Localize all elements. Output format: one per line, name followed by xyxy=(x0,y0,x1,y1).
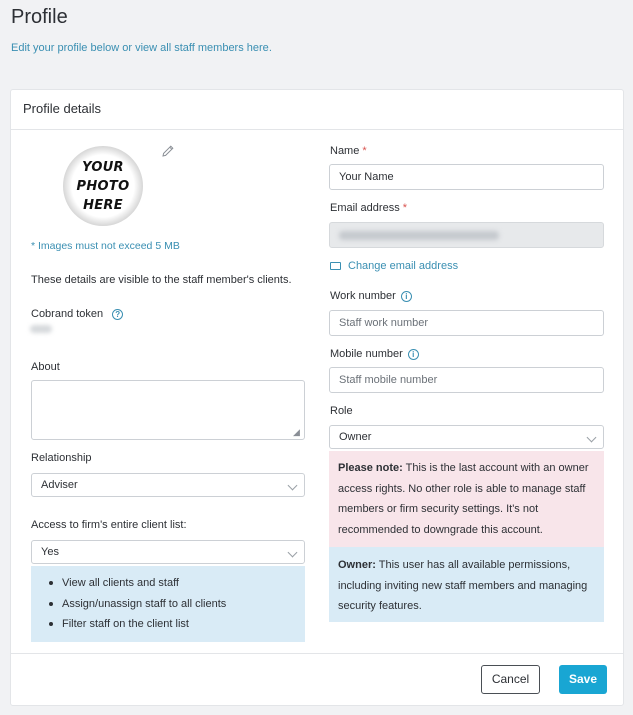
mobile-number-label xyxy=(330,348,419,360)
owner-body: This user has all available permissions, including inviting new staff members and managing security features. xyxy=(338,559,588,612)
work-label-text: Work number xyxy=(330,290,396,302)
mobile-number-input[interactable] xyxy=(329,367,604,393)
footer-divider xyxy=(10,653,624,654)
last-owner-warning xyxy=(329,451,604,547)
view-staff-link[interactable]: here xyxy=(246,42,269,54)
page-subtitle xyxy=(11,42,272,54)
owner-role-description xyxy=(329,547,604,622)
email-value-redacted xyxy=(339,231,499,240)
access-label: Access to firm's entire client list: xyxy=(31,519,187,531)
list-item: View all clients and staff xyxy=(42,573,295,594)
chevron-down-icon xyxy=(288,481,298,491)
change-email-text: Change email address xyxy=(348,260,459,272)
relationship-value: Adviser xyxy=(41,479,78,491)
cancel-button[interactable]: Cancel xyxy=(481,665,540,694)
info-icon[interactable]: i xyxy=(408,349,419,360)
about-label: About xyxy=(31,361,60,373)
role-label: Role xyxy=(330,405,353,417)
name-label-text: Name xyxy=(330,145,360,157)
work-number-input[interactable] xyxy=(329,310,604,336)
chevron-down-icon xyxy=(587,433,597,443)
visibility-note: These details are visible to the staff member's clients. xyxy=(31,274,292,286)
image-size-hint: * Images must not exceed 5 MB xyxy=(31,240,180,252)
cobrand-token-label xyxy=(31,308,123,320)
required-marker: * xyxy=(402,202,408,214)
note-title: Please note: xyxy=(338,462,403,474)
mail-icon xyxy=(330,262,341,270)
save-button[interactable]: Save xyxy=(559,665,607,694)
note-body: This is the last account with an owner access rights. No other role is able to manage staff members or firm security settings. It's not recommended to downgrade this account. xyxy=(338,462,589,536)
profile-photo[interactable] xyxy=(63,146,143,226)
chevron-down-icon xyxy=(288,548,298,558)
page-title: Profile xyxy=(11,6,68,28)
pencil-icon[interactable] xyxy=(161,144,175,158)
access-permissions-box xyxy=(31,566,305,642)
change-email-link[interactable] xyxy=(330,260,458,272)
subtitle-period: . xyxy=(268,42,272,54)
name-input[interactable] xyxy=(329,164,604,190)
permissions-list xyxy=(42,573,295,635)
access-select[interactable] xyxy=(31,540,305,564)
cobrand-token-value xyxy=(30,325,52,333)
list-item: Filter staff on the client list xyxy=(42,614,295,635)
about-textarea[interactable] xyxy=(31,380,305,440)
email-label xyxy=(330,202,407,214)
owner-title: Owner: xyxy=(338,559,376,571)
access-value: Yes xyxy=(41,546,59,558)
relationship-select[interactable] xyxy=(31,473,305,497)
cobrand-label-text: Cobrand token xyxy=(31,308,104,320)
photo-placeholder-text: YOUR PHOTO HERE xyxy=(76,159,130,213)
card-title: Profile details xyxy=(23,101,102,116)
mobile-label-text: Mobile number xyxy=(330,348,403,360)
role-select[interactable] xyxy=(329,425,604,449)
subtitle-text: Edit your profile below or view all staff members xyxy=(11,42,247,54)
required-marker: * xyxy=(362,145,367,157)
name-label xyxy=(330,145,367,157)
role-value: Owner xyxy=(339,431,372,443)
work-number-label xyxy=(330,290,412,302)
help-icon[interactable]: ? xyxy=(112,309,123,320)
resize-grip-icon[interactable]: ◢ xyxy=(293,427,300,437)
email-label-text: Email address xyxy=(330,202,400,214)
relationship-label: Relationship xyxy=(31,452,92,464)
card-header xyxy=(11,90,623,130)
info-icon[interactable]: i xyxy=(401,291,412,302)
list-item: Assign/unassign staff to all clients xyxy=(42,594,295,615)
